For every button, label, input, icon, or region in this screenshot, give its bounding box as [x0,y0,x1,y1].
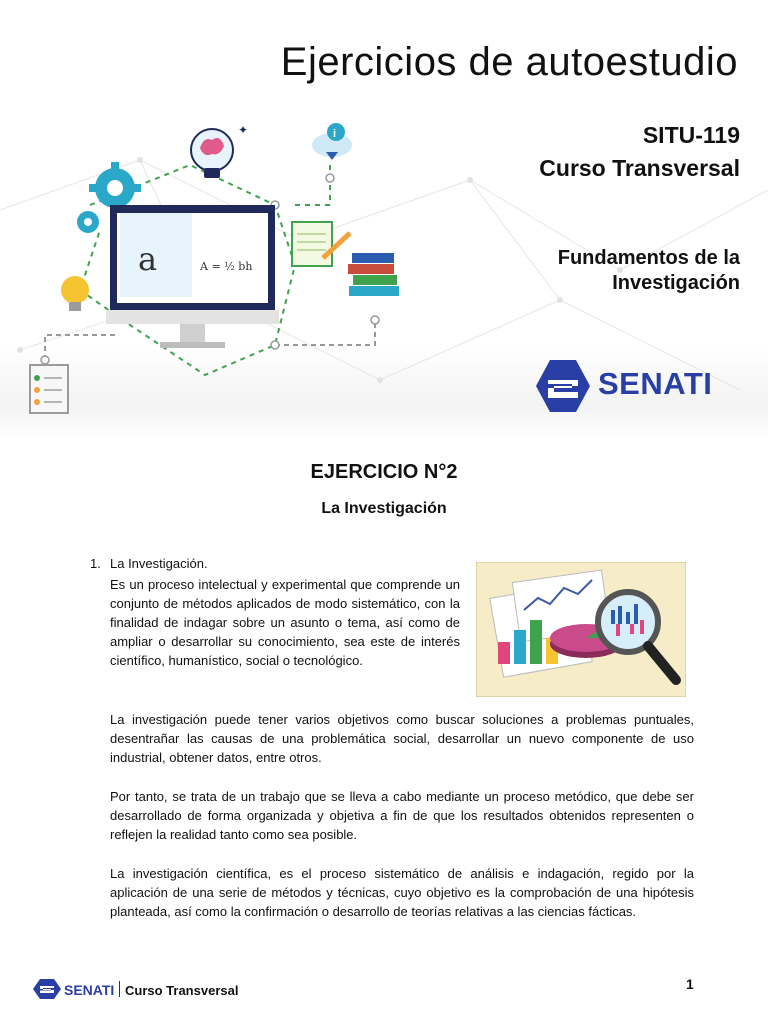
paragraph-objectives: La investigación puede tener varios objetivos como buscar soluciones a problemas puntuales, desentrañar las causas de una problemática social, desarrollar un nuevo componente de uso industrial, obtener datos, entre otros. [110,712,694,765]
checklist-icon [30,365,68,413]
list-item-title: La Investigación. [110,556,208,571]
notepad-icon [292,222,350,266]
course-code: SITU-119 [642,122,740,148]
lightbulb-icon [61,276,89,311]
footer-course: Curso Transversal [125,983,239,998]
books-icon [348,253,399,296]
svg-text:i: i [333,128,337,140]
svg-text:a: a [138,240,158,278]
header-illustration [20,110,420,420]
course-name: Curso Transversal [539,155,740,181]
brand-name: SENATI [598,366,713,401]
paragraph-scientific: La investigación científica, es el proceso sistemático de análisis e indagación, regido por la aplicación de una serie de métodos y técnicas, cuyo objetivo es la comprobación de una hipótesis planteada, así como la confirmación o desarrollo de teorías relativas a las ciencias fácticas. [110,866,694,919]
list-number: 1. [90,556,101,571]
research-chart-image [476,562,686,697]
info-cloud-icon [312,123,352,160]
exercise-subtitle: La Investigación [321,500,447,517]
gear-icon [77,211,99,233]
paragraph-method: Por tanto, se trata de un trabajo que se lleva a cabo mediante un proceso metódico, que debe ser desarrollado de forma organizada y objetiva a fin de que los resultados obtenidos representen o reflejen la realidad tanto como sea posible. [110,789,694,842]
footer-brand: SENATI [64,982,115,998]
page-number: 1 [686,976,694,992]
brain-lightbulb-icon [191,123,248,178]
page-title: Ejercicios de autoestudio [280,40,738,84]
list-item-body: Es un proceso intelectual y experimental que comprende un conjunto de métodos aplicados de modo sistemático, con la finalidad de indagar sobre un asunto o tema, así como de ampliar o desarrollar su conocimiento, sea este de interés científico, humanístico, social o tecnológico. [110,577,460,668]
footer-senati-logo-icon [32,978,62,1000]
svg-text:A = ½ bh: A = ½ bh [200,260,253,273]
footer-divider [119,981,120,997]
topic-line-2: Investigación [612,272,740,294]
exercise-title: EJERCICIO N°2 [310,461,458,483]
topic-line-1: Fundamentos de la [557,247,740,269]
svg-text:✦: ✦ [238,123,249,137]
